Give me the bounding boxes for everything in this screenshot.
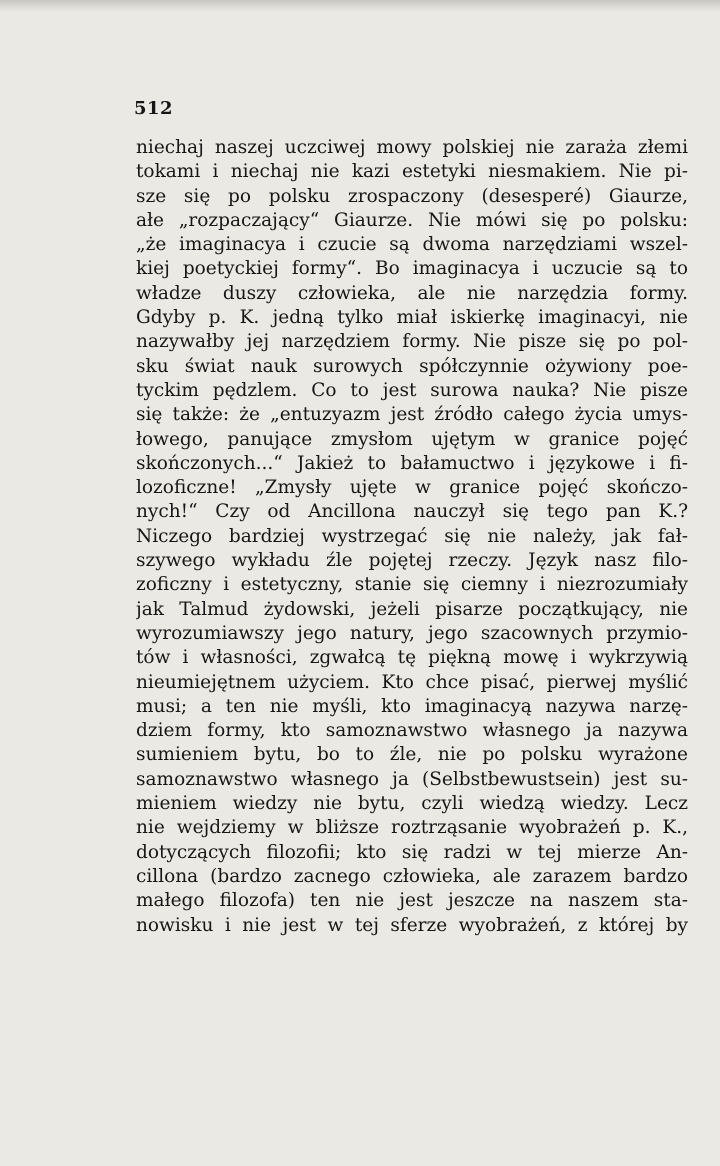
text-line: musi; a ten nie myśli, kto imaginacyą nazywa narzę- — [136, 695, 688, 717]
text-line: cillona (bardzo zacnego człowieka, ale zarazem bardzo — [136, 865, 688, 887]
text-line: małego filozofa) ten nie jest jeszcze na naszem sta- — [136, 890, 688, 912]
page-number: 512 — [134, 98, 174, 119]
text-line: władze duszy człowieka, ale nie narzędzia formy. — [136, 282, 688, 304]
text-line: sumieniem bytu, bo to źle, nie po polsku wyrażone — [136, 744, 688, 766]
text-line: dziem formy, kto samoznawstwo własnego ja nazywa — [136, 720, 688, 742]
text-line: jak Talmud żydowski, jeżeli pisarze początkujący, nie — [136, 598, 688, 620]
text-line: sze się po polsku zrospaczony (desesperé) Giaurze, — [136, 185, 688, 207]
text-line: nych!“ Czy od Ancillona nauczył się tego pan K.? — [136, 501, 688, 523]
text-line: samoznawstwo własnego ja (Selbstbewustsein) jest su- — [136, 768, 688, 790]
text-line: kiej poetyckiej formy“. Bo imaginacya i uczucie są to — [136, 258, 688, 280]
text-line: łowego, panujące zmysłom ujętym w granice pojęć — [136, 428, 688, 450]
body-text — [136, 136, 688, 938]
text-line: tyckim pędzlem. Co to jest surowa nauka? Nie pisze — [136, 379, 688, 401]
text-line: tów i własności, zgwałcą tę piękną mowę i wykrzywią — [136, 647, 688, 669]
text-line: niechaj naszej uczciwej mowy polskiej nie zaraża złemi — [136, 137, 688, 158]
text-line: lozoficzne! „Zmysły ujęte w granice pojęć skończo- — [136, 477, 688, 499]
text-line: szywego wykładu źle pojętej rzeczy. Język nasz filo- — [136, 550, 688, 572]
text-line: nie wejdziemy w bliższe roztrząsanie wyobrażeń p. K., — [136, 817, 688, 839]
text-line: ałe „rozpaczający“ Giaurze. Nie mówi się po polsku: — [136, 209, 688, 231]
text-line: skończonych...“ Jakież to bałamuctwo i językowe i fi- — [136, 452, 688, 474]
text-line: zoficzny i estetyczny, stanie się ciemny i niezrozumiały — [136, 574, 688, 596]
text-line: sku świat nauk surowych spółczynnie ożywiony poe- — [136, 355, 688, 377]
text-line: tokami i niechaj nie kazi estetyki niesmakiem. Nie pi- — [136, 161, 688, 183]
text-line: mieniem wiedzy nie bytu, czyli wiedzą wiedzy. Lecz — [136, 793, 688, 815]
text-line: wyrozumiawszy jego natury, jego szacownych przymio- — [136, 622, 688, 644]
text-line: nieumiejętnem użyciem. Kto chce pisać, pierwej myślić — [136, 671, 688, 693]
text-line: „że imaginacya i czucie są dwoma narzędziami wszel- — [136, 234, 688, 256]
text-line: nowisku i nie jest w tej sferze wyobrażeń, z której by — [136, 914, 688, 936]
text-line: dotyczących filozofii; kto się radzi w tej mierze An- — [136, 841, 688, 863]
text-line: Gdyby p. K. jedną tylko miał iskierkę imaginacyi, nie — [136, 307, 688, 329]
text-line: Niczego bardziej wystrzegać się nie należy, jak fał- — [136, 525, 688, 547]
text-line: się także: że „entuzyazm jest źródło całego życia umys- — [136, 404, 688, 426]
text-line: nazywałby jej narzędziem formy. Nie pisze się po pol- — [136, 331, 688, 353]
